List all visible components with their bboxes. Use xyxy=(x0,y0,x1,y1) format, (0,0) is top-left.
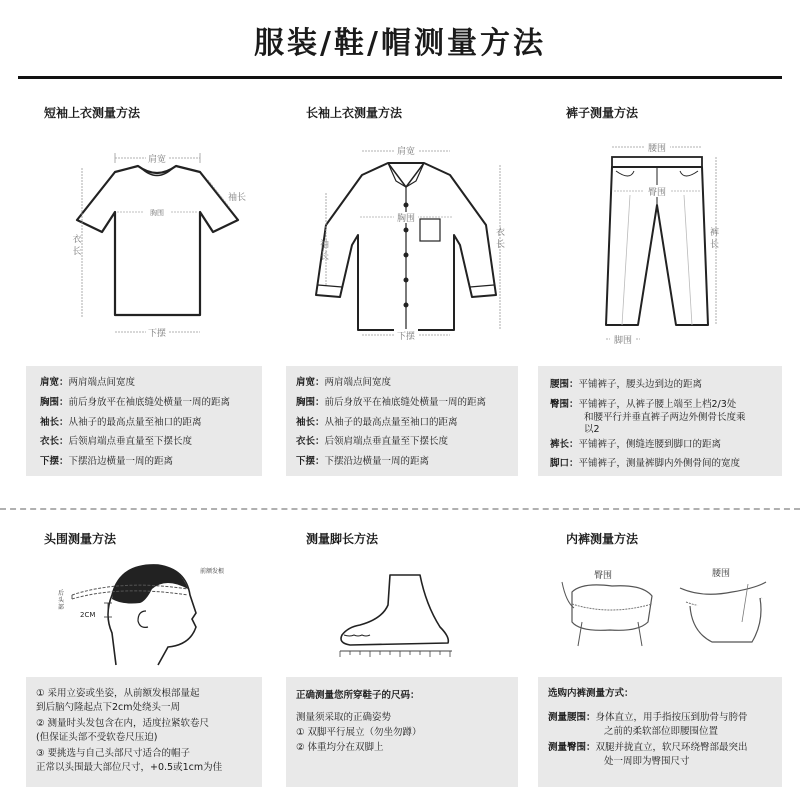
inner-line: 测量腰围：身体直立，用手指按压到肋骨与胯骨 xyxy=(548,712,748,723)
inner-line: 选购内裤测量方式： xyxy=(548,688,634,699)
inner-waist-label: 腰围 xyxy=(712,569,731,579)
tshirt-diagram xyxy=(60,150,250,345)
section-divider xyxy=(0,508,800,510)
inner-section-title: 内裤测量方法 xyxy=(566,532,639,546)
head-line: ② 测量时头发包含在内，适度拉紧软卷尺 xyxy=(36,718,210,729)
foot-line: 测量须采取的正确姿势 xyxy=(296,712,392,723)
shirt-info-box xyxy=(286,366,518,476)
head-hairline-label: 前额发根 xyxy=(200,568,225,575)
foot-line: ① 双脚平行展立（勿坐勿蹲） xyxy=(296,727,422,738)
head-line: (但保证头部不受软卷尺压迫) xyxy=(36,732,158,743)
tshirt-line: 下摆：下摆沿边横量一周的距离 xyxy=(40,456,174,467)
tshirt-info-box xyxy=(26,366,262,476)
head-line: ③ 要挑选与自己头部尺寸适合的帽子 xyxy=(36,748,191,759)
inner-hip-label: 臀围 xyxy=(594,571,613,581)
shirt-hem-label: 下摆 xyxy=(396,332,416,342)
shirt-section-title: 长袖上衣测量方法 xyxy=(306,106,403,120)
shirt-line: 袖长：从袖子的最高点量至袖口的距离 xyxy=(296,417,458,428)
tshirt-line: 衣长：后领肩端点垂直量至下摆长度 xyxy=(40,436,193,447)
foot-diagram xyxy=(330,565,470,660)
inner-diagram xyxy=(552,562,782,652)
shirt-line: 衣长：后领肩端点垂直量至下摆长度 xyxy=(296,436,449,447)
head-line: 到后脑勺隆起点下2cm处绕头一周 xyxy=(36,702,181,713)
head-info-box xyxy=(26,677,262,787)
tshirt-line: 胸围：前后身放平在袖底缝处横量一周的距离 xyxy=(40,397,231,408)
inner-line: 处一周即为臀围尺寸 xyxy=(604,756,690,767)
pants-line: 臀围：平铺裤子，从裤子腰上端至上档2/3处 xyxy=(550,399,737,410)
pants-line: 脚口：平铺裤子，测量裤脚内外侧骨间的宽度 xyxy=(550,458,741,469)
foot-line: 正确测量您所穿鞋子的尺码： xyxy=(296,690,420,701)
shirt-line: 下摆：下摆沿边横量一周的距离 xyxy=(296,456,430,467)
tshirt-length-label: 衣长 xyxy=(72,235,82,257)
foot-info-box xyxy=(286,677,518,787)
pants-foot-label: 脚围 xyxy=(613,336,633,346)
head-section-title: 头围测量方法 xyxy=(44,532,117,546)
pants-line: 腰围：平铺裤子，腰头边到边的距离 xyxy=(550,379,703,390)
inner-info-box xyxy=(538,677,782,787)
pants-hip-label: 臀围 xyxy=(647,188,667,198)
pants-diagram xyxy=(590,135,740,350)
inner-line: 之前的柔软部位即腰围位置 xyxy=(604,726,719,737)
tshirt-line: 袖长：从袖子的最高点量至袖口的距离 xyxy=(40,417,202,428)
shirt-line: 肩宽：两肩端点间宽度 xyxy=(296,377,392,388)
title-rule xyxy=(18,76,782,79)
shirt-sleeve-label: 袖长 xyxy=(320,240,330,262)
pants-section-title: 裤子测量方法 xyxy=(566,106,639,120)
tshirt-sleeve-label: 袖长 xyxy=(228,193,247,203)
shirt-shoulder-label: 肩宽 xyxy=(396,147,416,157)
tshirt-section-title: 短袖上衣测量方法 xyxy=(44,106,141,120)
shirt-diagram xyxy=(300,135,520,345)
head-line: ① 采用立姿或坐姿，从前额发根部量起 xyxy=(36,688,200,699)
pants-waist-label: 腰围 xyxy=(647,144,667,154)
pants-length-label: 裤长 xyxy=(710,228,720,250)
foot-line: ② 体重均分在双脚上 xyxy=(296,742,384,753)
pants-line: 以2 xyxy=(584,424,600,435)
tshirt-line: 肩宽：两肩端点间宽度 xyxy=(40,377,136,388)
tshirt-shoulder-label: 肩宽 xyxy=(147,155,167,165)
head-2cm-label: 2CM xyxy=(80,611,96,619)
inner-line: 测量臀围：双腿并拢直立，软尺环绕臀部最突出 xyxy=(548,742,748,753)
shirt-line: 胸围：前后身放平在袖底缝处横量一周的距离 xyxy=(296,397,487,408)
pants-info-box xyxy=(538,366,782,476)
tshirt-chest-label: 胸围 xyxy=(150,209,164,217)
pants-line: 和腰平行并垂直裤子两边外侧骨长度乘 xyxy=(584,412,746,423)
head-diagram xyxy=(50,555,250,670)
head-back-label: 后头部 xyxy=(58,590,65,611)
foot-section-title: 测量脚长方法 xyxy=(306,532,379,546)
head-line: 正常以头围最大部位尺寸，+0.5或1cm为佳 xyxy=(36,762,223,773)
pants-line: 裤长：平铺裤子，侧缝连腰到脚口的距离 xyxy=(550,439,722,450)
shirt-length-label: 衣长 xyxy=(496,228,506,250)
tshirt-hem-label: 下摆 xyxy=(147,329,167,339)
shirt-chest-label: 胸围 xyxy=(396,214,416,224)
page-title: 服装/鞋/帽测量方法 xyxy=(254,26,546,61)
